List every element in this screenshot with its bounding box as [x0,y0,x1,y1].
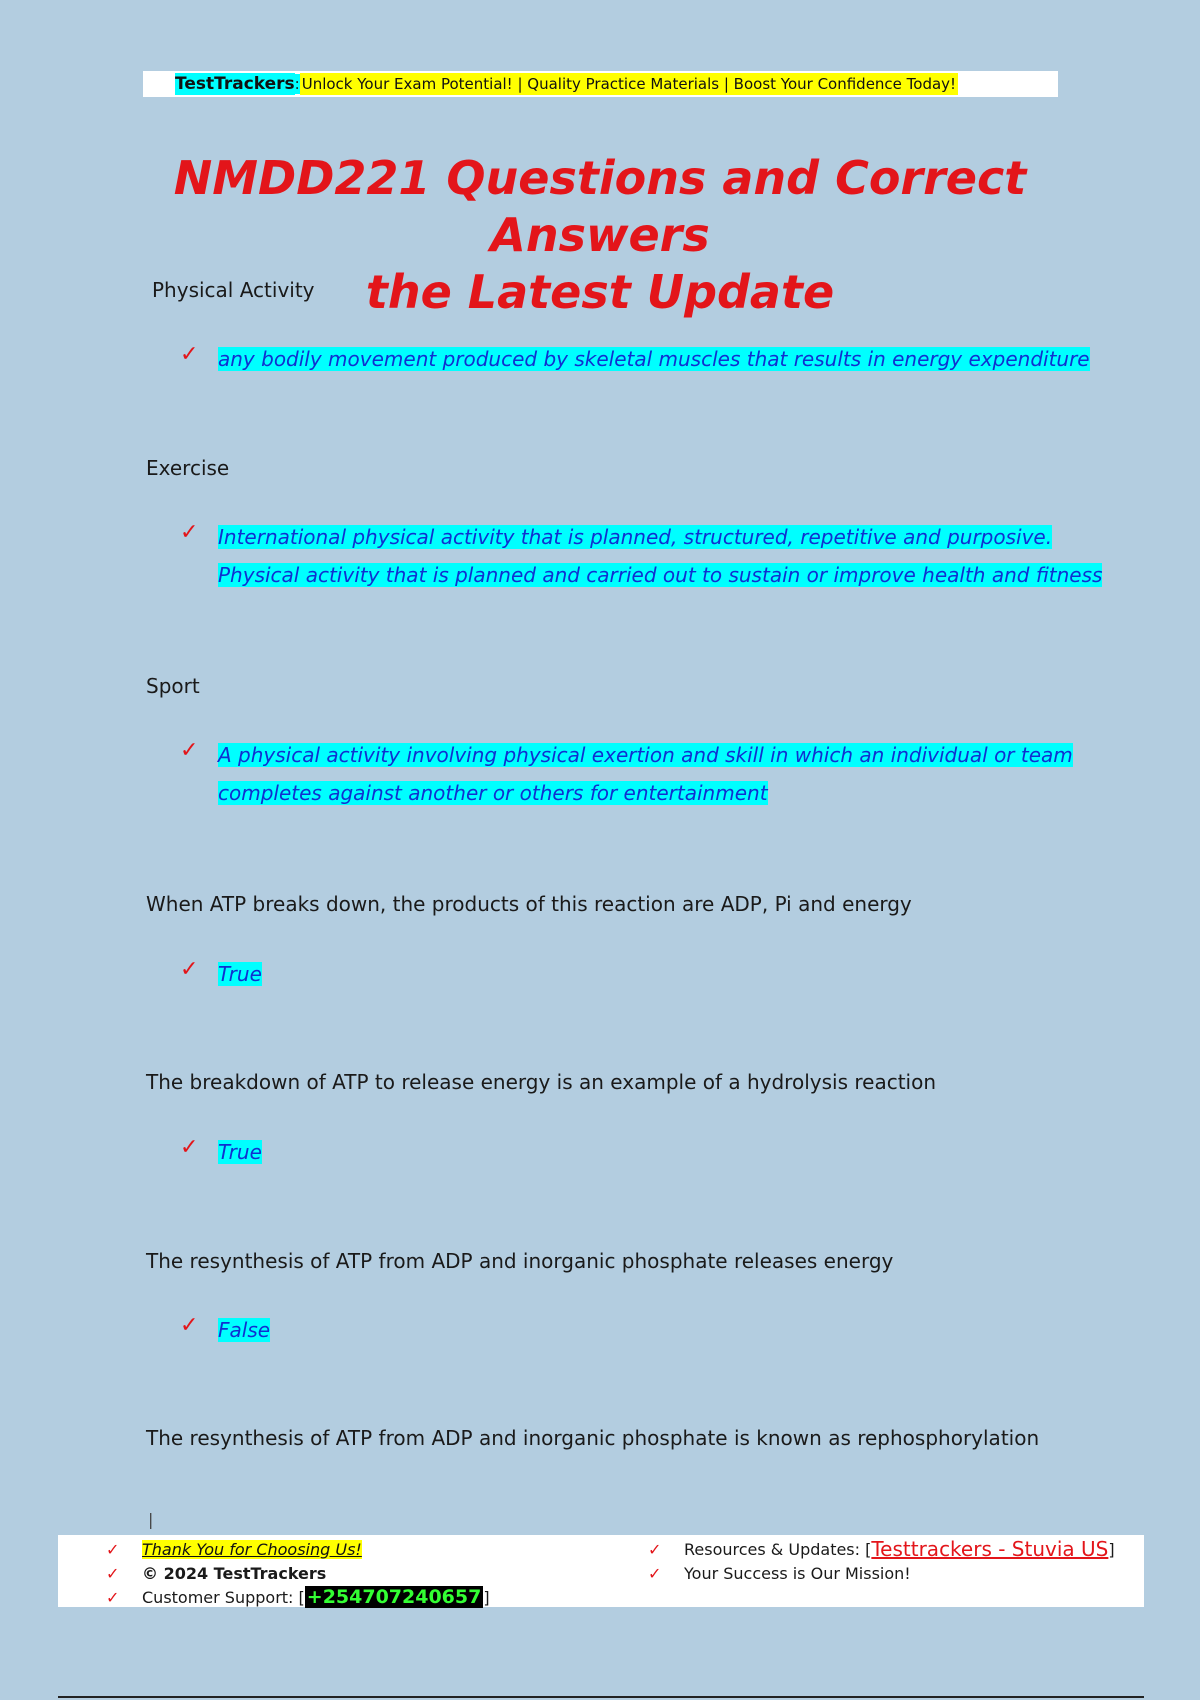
footer-resources-label: Resources & Updates: [ [684,1539,872,1559]
footer-resources-row [648,1537,1115,1561]
question-5: The breakdown of ATP to release energy is an example of a hydrolysis reaction [146,1070,936,1094]
question-3: Sport [146,674,200,698]
answer-3-line-1: A physical activity involving physical exertion and skill in which an individual or team [218,743,1073,767]
question-4: When ATP breaks down, the products of this reaction are ADP, Pi and energy [146,892,912,916]
footer-mission: Your Success is Our Mission! [684,1563,911,1583]
answer-4-line-1: True [218,962,262,986]
question-2: Exercise [146,456,230,480]
header-banner [143,71,1058,97]
footer-support-close: ] [483,1587,490,1607]
footer-left-column [58,1537,490,1609]
answer-5 [180,1133,262,1171]
resources-link[interactable]: Testtrackers - Stuvia US [871,1537,1109,1561]
page-title-line-2: the Latest Update [365,265,835,319]
check-icon: ✓ [180,342,199,367]
answer-4-text [218,955,262,993]
answer-2 [180,518,1102,594]
check-icon: ✓ [180,957,199,982]
check-icon: ✓ [180,738,199,763]
footer-resources-close: ] [1108,1539,1115,1559]
answer-4 [180,955,262,993]
page-title-line-1: NMDD221 Questions and Correct Answers [173,151,1027,262]
question-6: The resynthesis of ATP from ADP and inorganic phosphate releases energy [146,1249,894,1273]
answer-6-line-1: False [218,1318,271,1342]
check-icon: ✓ [106,1563,120,1583]
answer-5-line-1: True [218,1140,262,1164]
brand-name: TestTrackers [175,74,295,94]
answer-1-text [218,340,1090,378]
check-icon: ✓ [648,1539,662,1559]
answer-2-line-1: International physical activity that is planned, structured, repetitive and purposive. [218,525,1053,549]
support-phone-number[interactable]: +254707240657 [306,1586,482,1608]
question-7: The resynthesis of ATP from ADP and inorganic phosphate is known as rephosphorylation [146,1426,1040,1450]
answer-1 [180,340,1090,378]
footer-support-label: Customer Support: [ [142,1587,305,1607]
answer-2-text [218,518,1102,594]
answer-2-line-2: Physical activity that is planned and carried out to sustain or improve health and fitness [218,563,1103,587]
answer-1-line-1: any bodily movement produced by skeletal muscles that results in energy expenditure [218,347,1090,371]
footer-support-row [58,1585,490,1609]
answer-6 [180,1311,270,1349]
check-icon: ✓ [180,1135,199,1160]
question-1: Physical Activity [152,278,315,302]
answer-5-text [218,1133,262,1171]
text-cursor: | [148,1510,154,1529]
bottom-divider [58,1696,1144,1698]
footer-copyright-row [58,1561,490,1585]
footer-thanks: Thank You for Choosing Us! [142,1539,362,1559]
check-icon: ✓ [106,1587,120,1607]
footer-right-column [648,1537,1115,1585]
check-icon: ✓ [180,520,199,545]
page-footer [58,1535,1144,1607]
footer-mission-row [648,1561,1115,1585]
check-icon: ✓ [106,1539,120,1559]
answer-3-text [218,736,1073,812]
check-icon: ✓ [180,1313,199,1338]
footer-copyright: © 2024 TestTrackers [142,1563,327,1583]
brand-colon: : [294,75,300,93]
answer-3 [180,736,1073,812]
answer-6-text [218,1311,270,1349]
check-icon: ✓ [648,1563,662,1583]
answer-3-line-2: completes against another or others for entertainment [218,781,768,805]
banner-tagline: Unlock Your Exam Potential! | Quality Practice Materials | Boost Your Confidence Today! [301,75,957,93]
footer-thanks-row [58,1537,490,1561]
